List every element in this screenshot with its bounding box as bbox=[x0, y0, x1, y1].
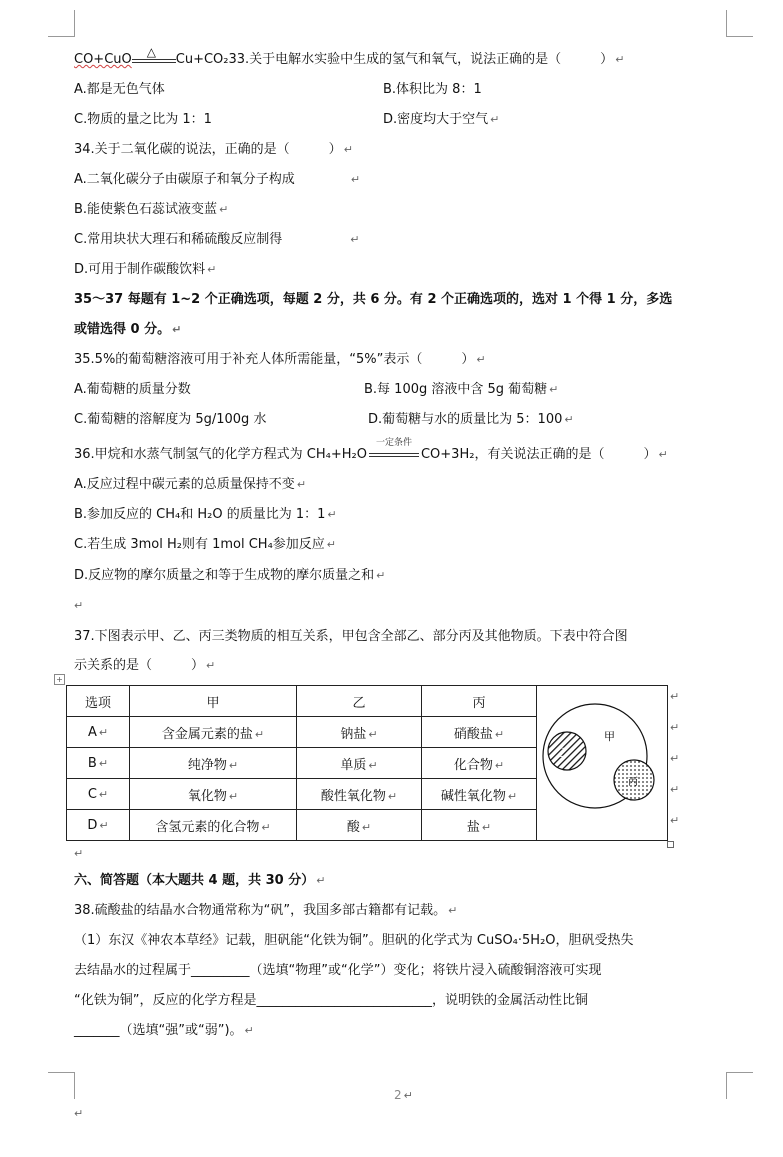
empty-paragraph: ↵ bbox=[74, 599, 84, 612]
venn-diagram-cell bbox=[537, 686, 668, 841]
q34-option-d: D.可用于制作碳酸饮料 ↵ bbox=[74, 262, 217, 277]
header-cell: 乙 bbox=[297, 686, 422, 717]
q33-stem: 33.关于电解水实验中生成的氢气和氧气，说法正确的是（ ） bbox=[228, 52, 614, 67]
q35-option-d: D.葡萄糖与水的质量比为 5：100 ↵ bbox=[368, 412, 574, 427]
empty-paragraph: ↵ bbox=[74, 847, 84, 860]
q36-option-c: C.若生成 3mol H₂则有 1mol CH₄参加反应 ↵ bbox=[74, 537, 337, 552]
q38-part1-line-2: 去结晶水的过程属于_________（选填“物理”或“化学”）变化；将铁片浸入硫酸铜溶液可实现 bbox=[74, 963, 602, 978]
table-cell: 酸 ↵ bbox=[297, 810, 422, 841]
q36-option-a: A.反应过程中碳元素的总质量保持不变 ↵ bbox=[74, 477, 307, 492]
table-cell: 纯净物 ↵ bbox=[130, 748, 297, 779]
instructions-line-2: 或错选得 0 分。 ↵ bbox=[74, 322, 182, 337]
heat-condition-arrow: △ bbox=[132, 51, 176, 63]
q36-option-d: D.反应物的摩尔质量之和等于生成物的摩尔质量之和 ↵ bbox=[74, 568, 386, 583]
row-end-mark: ↵ bbox=[670, 783, 680, 796]
header-cell: 丙 bbox=[422, 686, 537, 717]
table-cell: B ↵ bbox=[67, 748, 130, 779]
table-cell: 单质 ↵ bbox=[297, 748, 422, 779]
q33-stem-line: CO+CuO △ Cu+CO₂33.关于电解水实验中生成的氢气和氧气，说法正确的是（ ） ↵ bbox=[74, 45, 625, 67]
q38-stem: 38.硫酸盐的结晶水合物通常称为“矾”，我国多部古籍都有记载。 ↵ bbox=[74, 903, 458, 918]
table-move-handle-icon[interactable]: + bbox=[54, 674, 65, 685]
crop-mark-bottom-left bbox=[48, 1072, 75, 1099]
label-bing: 丙 bbox=[628, 777, 638, 788]
table-cell: D ↵ bbox=[67, 810, 130, 841]
table-cell: 硝酸盐 ↵ bbox=[422, 717, 537, 748]
table-cell: 酸性氧化物 ↵ bbox=[297, 779, 422, 810]
q33-option-a: A.都是无色气体 bbox=[74, 82, 165, 97]
q35-option-b: B.每 100g 溶液中含 5g 葡萄糖 ↵ bbox=[364, 382, 559, 397]
q37-stem-line-1: 37.下图表示甲、乙、丙三类物质的相互关系，甲包含全部乙、部分丙及其他物质。下表中符合图 bbox=[74, 629, 628, 644]
q37-stem-line-2: 示关系的是（ ） ↵ bbox=[74, 658, 216, 673]
table-resize-handle[interactable] bbox=[667, 841, 674, 848]
instructions-line-1: 35～37 每题有 1~2 个正确选项，每题 2 分，共 6 分。有 2 个正确选项的，选对 1 个得 1 分，多选 bbox=[74, 292, 673, 307]
table-cell: 氧化物 ↵ bbox=[130, 779, 297, 810]
q34-option-b: B.能使紫色石蕊试液变蓝 ↵ bbox=[74, 202, 229, 217]
q33-option-c: C.物质的量之比为 1：1 bbox=[74, 112, 212, 127]
row-end-mark: ↵ bbox=[670, 752, 680, 765]
table-cell: 碱性氧化物 ↵ bbox=[422, 779, 537, 810]
q34-stem: 34.关于二氧化碳的说法，正确的是（ ） ↵ bbox=[74, 142, 353, 157]
q33-option-d: D.密度均大于空气 ↵ bbox=[383, 112, 500, 127]
q35-option-c: C.葡萄糖的溶解度为 5g/100g 水 bbox=[74, 412, 267, 427]
table-cell: 含金属元素的盐 ↵ bbox=[130, 717, 297, 748]
q38-part1-line-4: _______（选填“强”或“弱”)。 ↵ bbox=[74, 1023, 254, 1038]
q37-options-table bbox=[66, 685, 668, 841]
row-end-mark: ↵ bbox=[670, 814, 680, 827]
prev-equation-right: Cu+CO₂ bbox=[175, 52, 229, 67]
table-cell: C ↵ bbox=[67, 779, 130, 810]
reaction-condition-arrow: 一定条件 bbox=[369, 446, 419, 464]
row-end-mark: ↵ bbox=[670, 721, 680, 734]
table-cell: 盐 ↵ bbox=[422, 810, 537, 841]
table-cell: 化合物 ↵ bbox=[422, 748, 537, 779]
table-cell: 含氢元素的化合物 ↵ bbox=[130, 810, 297, 841]
table-header-row bbox=[67, 686, 668, 717]
q33-option-b: B.体积比为 8：1 bbox=[383, 82, 482, 97]
header-cell: 甲 bbox=[130, 686, 297, 717]
section-6-title: 六、简答题（本大题共 4 题，共 30 分） ↵ bbox=[74, 873, 326, 888]
q34-option-a: A.二氧化碳分子由碳原子和氧分子构成 ↵ bbox=[74, 172, 361, 187]
crop-mark-bottom-right bbox=[726, 1072, 753, 1099]
q36-option-b: B.参加反应的 CH₄和 H₂O 的质量比为 1：1 ↵ bbox=[74, 507, 337, 522]
q34-option-c: C.常用块状大理石和稀硫酸反应制得 ↵ bbox=[74, 232, 360, 247]
q38-part1-line-1: （1）东汉《神农本草经》记载，胆矾能“化铁为铜”。胆矾的化学式为 CuSO₄·5H₂O，胆矾受热失 bbox=[74, 933, 634, 948]
q36-stem: 36.甲烷和水蒸气制氢气的化学方程式为 CH₄+H₂O 一定条件 CO+3H₂，有关说法正确的是（ ） ↵ bbox=[74, 438, 668, 462]
label-yi: 乙 bbox=[557, 746, 568, 759]
q35-stem: 35.5%的葡萄糖溶液可用于补充人体所需能量，“5%”表示（ ） ↵ bbox=[74, 352, 486, 367]
crop-mark-top-right bbox=[726, 10, 753, 37]
table-cell: A ↵ bbox=[67, 717, 130, 748]
prev-equation-left: CO+CuO bbox=[74, 52, 132, 67]
label-jia: 甲 bbox=[604, 730, 615, 743]
empty-paragraph: ↵ bbox=[74, 1107, 84, 1120]
venn-diagram bbox=[537, 688, 667, 838]
page-number: 2 ↵ bbox=[394, 1088, 413, 1102]
q38-part1-line-3: “化铁为铜”，反应的化学方程是___________________________，说明铁的金属活动性比铜 bbox=[74, 993, 588, 1008]
row-end-mark: ↵ bbox=[670, 690, 680, 703]
header-cell: 选项 bbox=[67, 686, 130, 717]
table-cell: 钠盐 ↵ bbox=[297, 717, 422, 748]
crop-mark-top-left bbox=[48, 10, 75, 37]
q35-option-a: A.葡萄糖的质量分数 bbox=[74, 382, 191, 397]
